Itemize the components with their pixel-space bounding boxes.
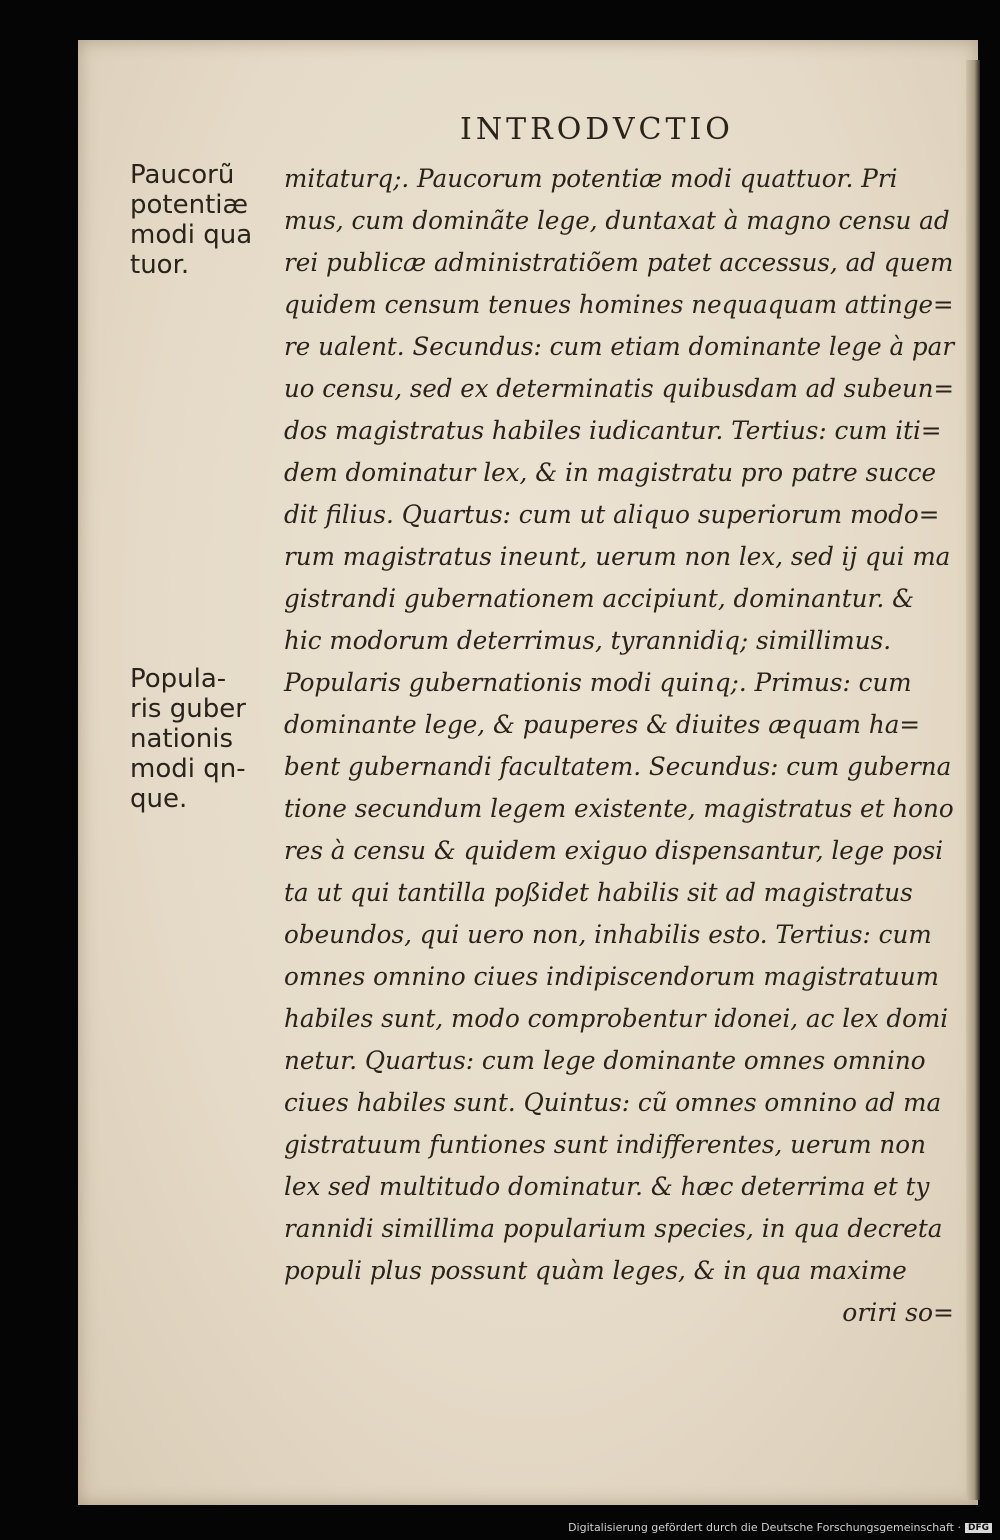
text-line: Popularis gubernationis modi quinq;. Primus: cum [284,668,912,697]
text-line: obeundos, qui uero non, inhabilis esto. Tertius: cum [284,920,932,949]
margin-note-paucorum [130,160,270,280]
main-text-block [284,158,964,1334]
text-line: tione secundum legem existente, magistratus et hono [284,794,954,823]
margin-note-line: Paucorũ [130,160,235,190]
text-line: dominante lege, & pauperes & diuites æquam ha= [284,710,921,739]
margin-note-popularis [130,664,270,814]
text-line: bent gubernandi facultatem. Secundus: cum guberna [284,752,952,781]
text-line: ta ut qui tantilla poßidet habilis sit ad magistratus [284,878,913,907]
margin-note-line: modi qn- [130,754,246,784]
text-line: gistratuum funtiones sunt indifferentes, uerum non [284,1130,926,1159]
catchword: oriri so= [842,1298,954,1327]
margin-note-line: tuor. [130,250,190,280]
digitization-footer [568,1521,992,1534]
page-edge [966,60,980,1500]
text-line: dos magistratus habiles iudicantur. Tertius: cum iti= [284,416,942,445]
margin-note-line: nationis [130,724,233,754]
dfg-logo: DFG [965,1523,992,1533]
text-line: netur. Quartus: cum lege dominante omnes omnino [284,1046,926,1075]
running-head: INTRODVCTIO [460,112,734,147]
text-line: rei publicæ administratiõem patet accessus, ad quem [284,248,954,277]
text-line: hic modorum deterrimus, tyrannidiq; simillimus. [284,626,892,655]
text-line: dem dominatur lex, & in magistratu pro patre succe [284,458,937,487]
text-line: re ualent. Secundus: cum etiam dominante lege à par [284,332,955,361]
text-line: ciues habiles sunt. Quintus: cũ omnes omnino ad ma [284,1088,942,1117]
margin-note-line: potentiæ [130,190,249,220]
text-line: rannidi simillima popularium species, in qua decreta [284,1214,943,1243]
margin-note-line: modi qua [130,220,253,250]
text-line: omnes omnino ciues indipiscendorum magistratuum [284,962,939,991]
footer-text: Digitalisierung gefördert durch die Deutsche Forschungsgemeinschaft · [568,1521,961,1534]
text-line: uo censu, sed ex determinatis quibusdam ad subeun= [284,374,954,403]
text-line: dit filius. Quartus: cum ut aliquo superiorum modo= [284,500,940,529]
text-line: mus, cum dominãte lege, duntaxat à magno censu ad [284,206,950,235]
text-line: lex sed multitudo dominatur. & hæc deterrima et ty [284,1172,930,1201]
margin-note-line: Popula- [130,664,227,694]
margin-note-line: que. [130,784,188,814]
text-line: rum magistratus ineunt, uerum non lex, sed ij qui ma [284,542,951,571]
text-line: gistrandi gubernationem accipiunt, dominantur. & [284,584,915,613]
text-line: habiles sunt, modo comprobentur idonei, ac lex domi [284,1004,949,1033]
margin-note-line: ris guber [130,694,246,724]
text-line: quidem censum tenues homines nequaquam attinge= [284,290,954,319]
text-line: populi plus possunt quàm leges, & in qua maxime [284,1256,907,1285]
text-line: res à censu & quidem exiguo dispensantur, lege posi [284,836,944,865]
text-line: mitaturq;. Paucorum potentiæ modi quattuor. Pri [284,164,898,193]
